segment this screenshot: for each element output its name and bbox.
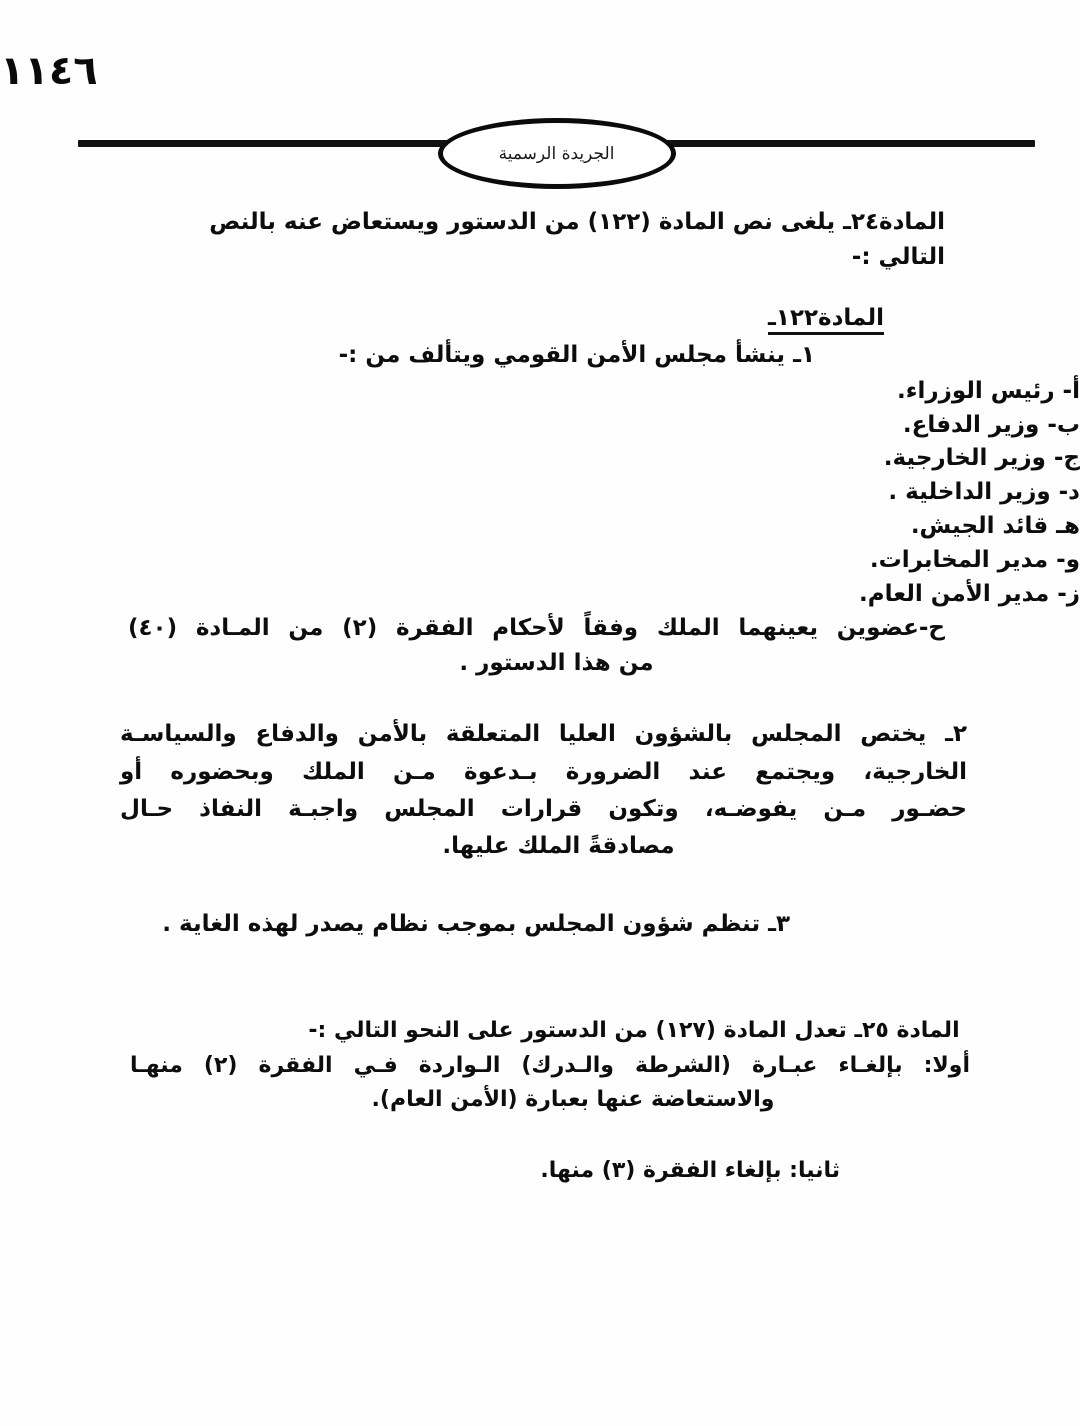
clause-2-line-4: مصادقةً الملك عليها.	[442, 833, 675, 860]
page-header	[78, 118, 1035, 180]
article-25-block	[0, 1014, 1080, 1182]
clause-2-line-2: الخارجية، ويجتمع عند الضرورة بـدعوة مـن الملك وبحضوره أو	[120, 758, 967, 785]
list-item-h-line-1: ح-عضوين يعينهما الملك وفقاً لأحكام الفقرة (٢) من المـادة (٤٠)	[128, 615, 945, 642]
document-body	[0, 205, 1080, 1183]
list-item: ج- وزير الخارجية.	[883, 445, 1080, 472]
list-item: ز- مدير الأمن العام.	[859, 580, 1080, 607]
article-122-heading: المادة١٢٢ـ	[768, 305, 884, 335]
article-25-intro: المادة ٢٥ـ تعدل المادة (١٢٧) من الدستور على النحو التالي :-	[308, 1018, 960, 1044]
article-25-first-item	[130, 1049, 970, 1117]
masthead-label: الجريدة الرسمية	[498, 143, 615, 164]
clause-2-line-3: حضـور مـن يفوضـه، وتكون قرارات المجلس واجبـة النفاذ حـال	[120, 795, 967, 822]
list-item-h-line-2: من هذا الدستور .	[459, 649, 654, 676]
list-item-h	[128, 611, 945, 680]
list-item: د- وزير الداخلية .	[888, 479, 1080, 506]
clause-2-line-1: ٢ـ يختص المجلس بالشؤون العليا المتعلقة بالأمن والدفاع والسياسـة	[120, 721, 967, 748]
list-item: هـ قائد الجيش.	[910, 513, 1080, 540]
list-item: أ- رئيس الوزراء.	[896, 377, 1080, 404]
page-number-value: ١١٤٦	[0, 48, 98, 94]
clause-1-item-list	[0, 375, 1080, 612]
clause-2-text	[120, 716, 967, 865]
article-25-first-line-1: أولا: بإلغـاء عبـارة (الشرطة والـدرك) الـواردة فـي الفقرة (٢) منهـا	[130, 1053, 970, 1079]
page-number	[0, 48, 948, 94]
clause-1-text: ١ـ ينشأ مجلس الأمن القومي ويتألف من :-	[338, 341, 815, 368]
article-122-heading-row	[0, 305, 884, 335]
article-24-intro: المادة٢٤ـ يلغى نص المادة (١٢٢) من الدستور ويستعاض عنه بالنص التالي :-	[209, 209, 945, 270]
clause-3-text: ٣ـ تنظم شؤون المجلس بموجب نظام يصدر لهذه الغاية .	[162, 911, 790, 938]
masthead-oval	[438, 118, 676, 189]
list-item: و- مدير المخابرات.	[869, 546, 1080, 573]
article-25-first-line-2: والاستعاضة عنها بعبارة (الأمن العام).	[371, 1087, 775, 1113]
list-item: ب- وزير الدفاع.	[902, 411, 1080, 438]
article-25-second-item: ثانيا: بإلغاء الفقرة (٣) منها.	[540, 1157, 840, 1183]
